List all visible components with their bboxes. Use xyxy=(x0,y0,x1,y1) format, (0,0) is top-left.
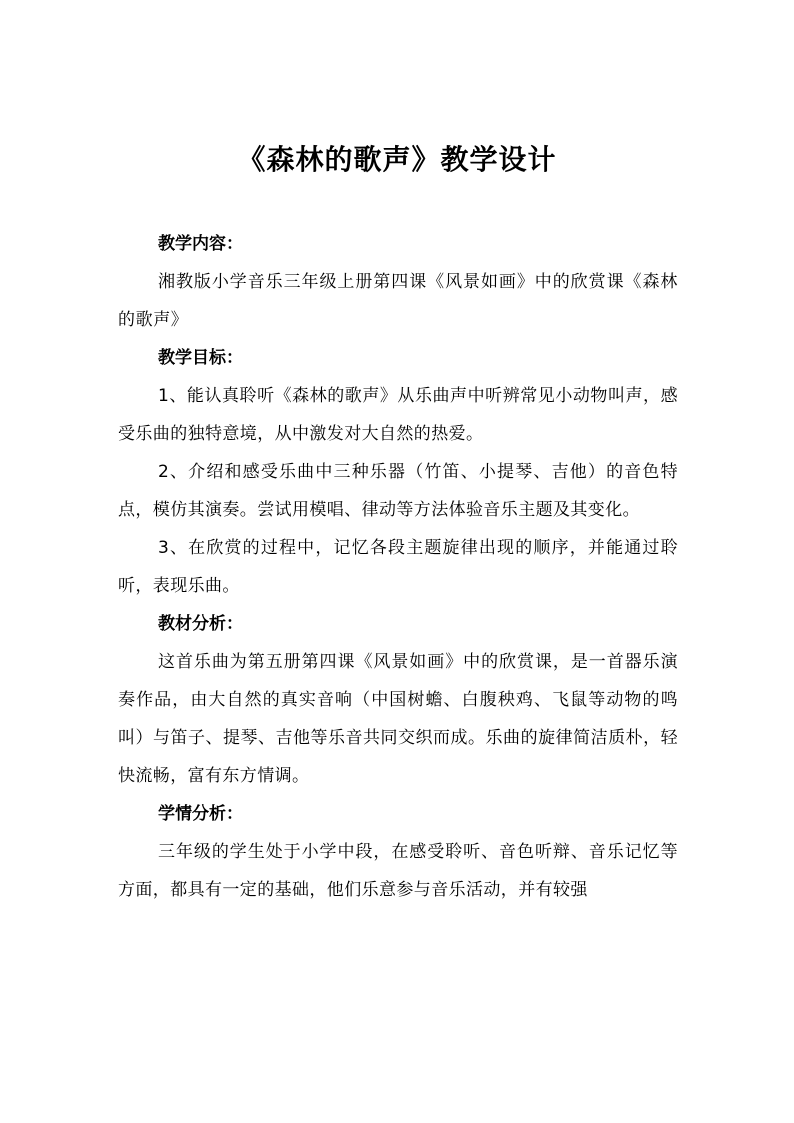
document-body xyxy=(118,225,678,909)
paragraph: 三年级的学生处于小学中段，在感受聆听、音色听辩、音乐记忆等方面，都具有一定的基础，他们乐意参与音乐活动，并有较强 xyxy=(118,842,678,900)
section-teaching-content xyxy=(118,225,678,339)
section-heading: 学情分析： xyxy=(158,804,243,824)
paragraph: 2、介绍和感受乐曲中三种乐器（竹笛、小提琴、吉他）的音色特点，模仿其演奏。尝试用模唱、律动等方法体验音乐主题及其变化。 xyxy=(118,462,678,520)
paragraph: 1、能认真聆听《森林的歌声》从乐曲声中听辨常见小动物叫声，感受乐曲的独特意境，从中激发对大自然的热爱。 xyxy=(118,386,678,444)
section-heading: 教材分析： xyxy=(158,614,243,634)
paragraph: 3、在欣赏的过程中，记忆各段主题旋律出现的顺序，并能通过聆听，表现乐曲。 xyxy=(118,538,678,596)
paragraph: 这首乐曲为第五册第四课《风景如画》中的欣赏课，是一首器乐演奏作品，由大自然的真实音响（中国树蟾、白腹秧鸡、飞鼠等动物的鸣叫）与笛子、提琴、吉他等乐音共同交织而成。乐曲的旋律简洁质朴，轻快流畅，富有东方情调。 xyxy=(118,652,678,786)
section-student-analysis xyxy=(118,795,678,909)
section-heading: 教学内容： xyxy=(158,234,243,254)
document-title: 《森林的歌声》教学设计 xyxy=(237,143,557,176)
section-material-analysis xyxy=(118,605,678,795)
paragraph: 湘教版小学音乐三年级上册第四课《风景如画》中的欣赏课《森林的歌声》 xyxy=(118,272,678,330)
section-teaching-goals xyxy=(118,339,678,605)
section-heading: 教学目标： xyxy=(158,348,243,368)
